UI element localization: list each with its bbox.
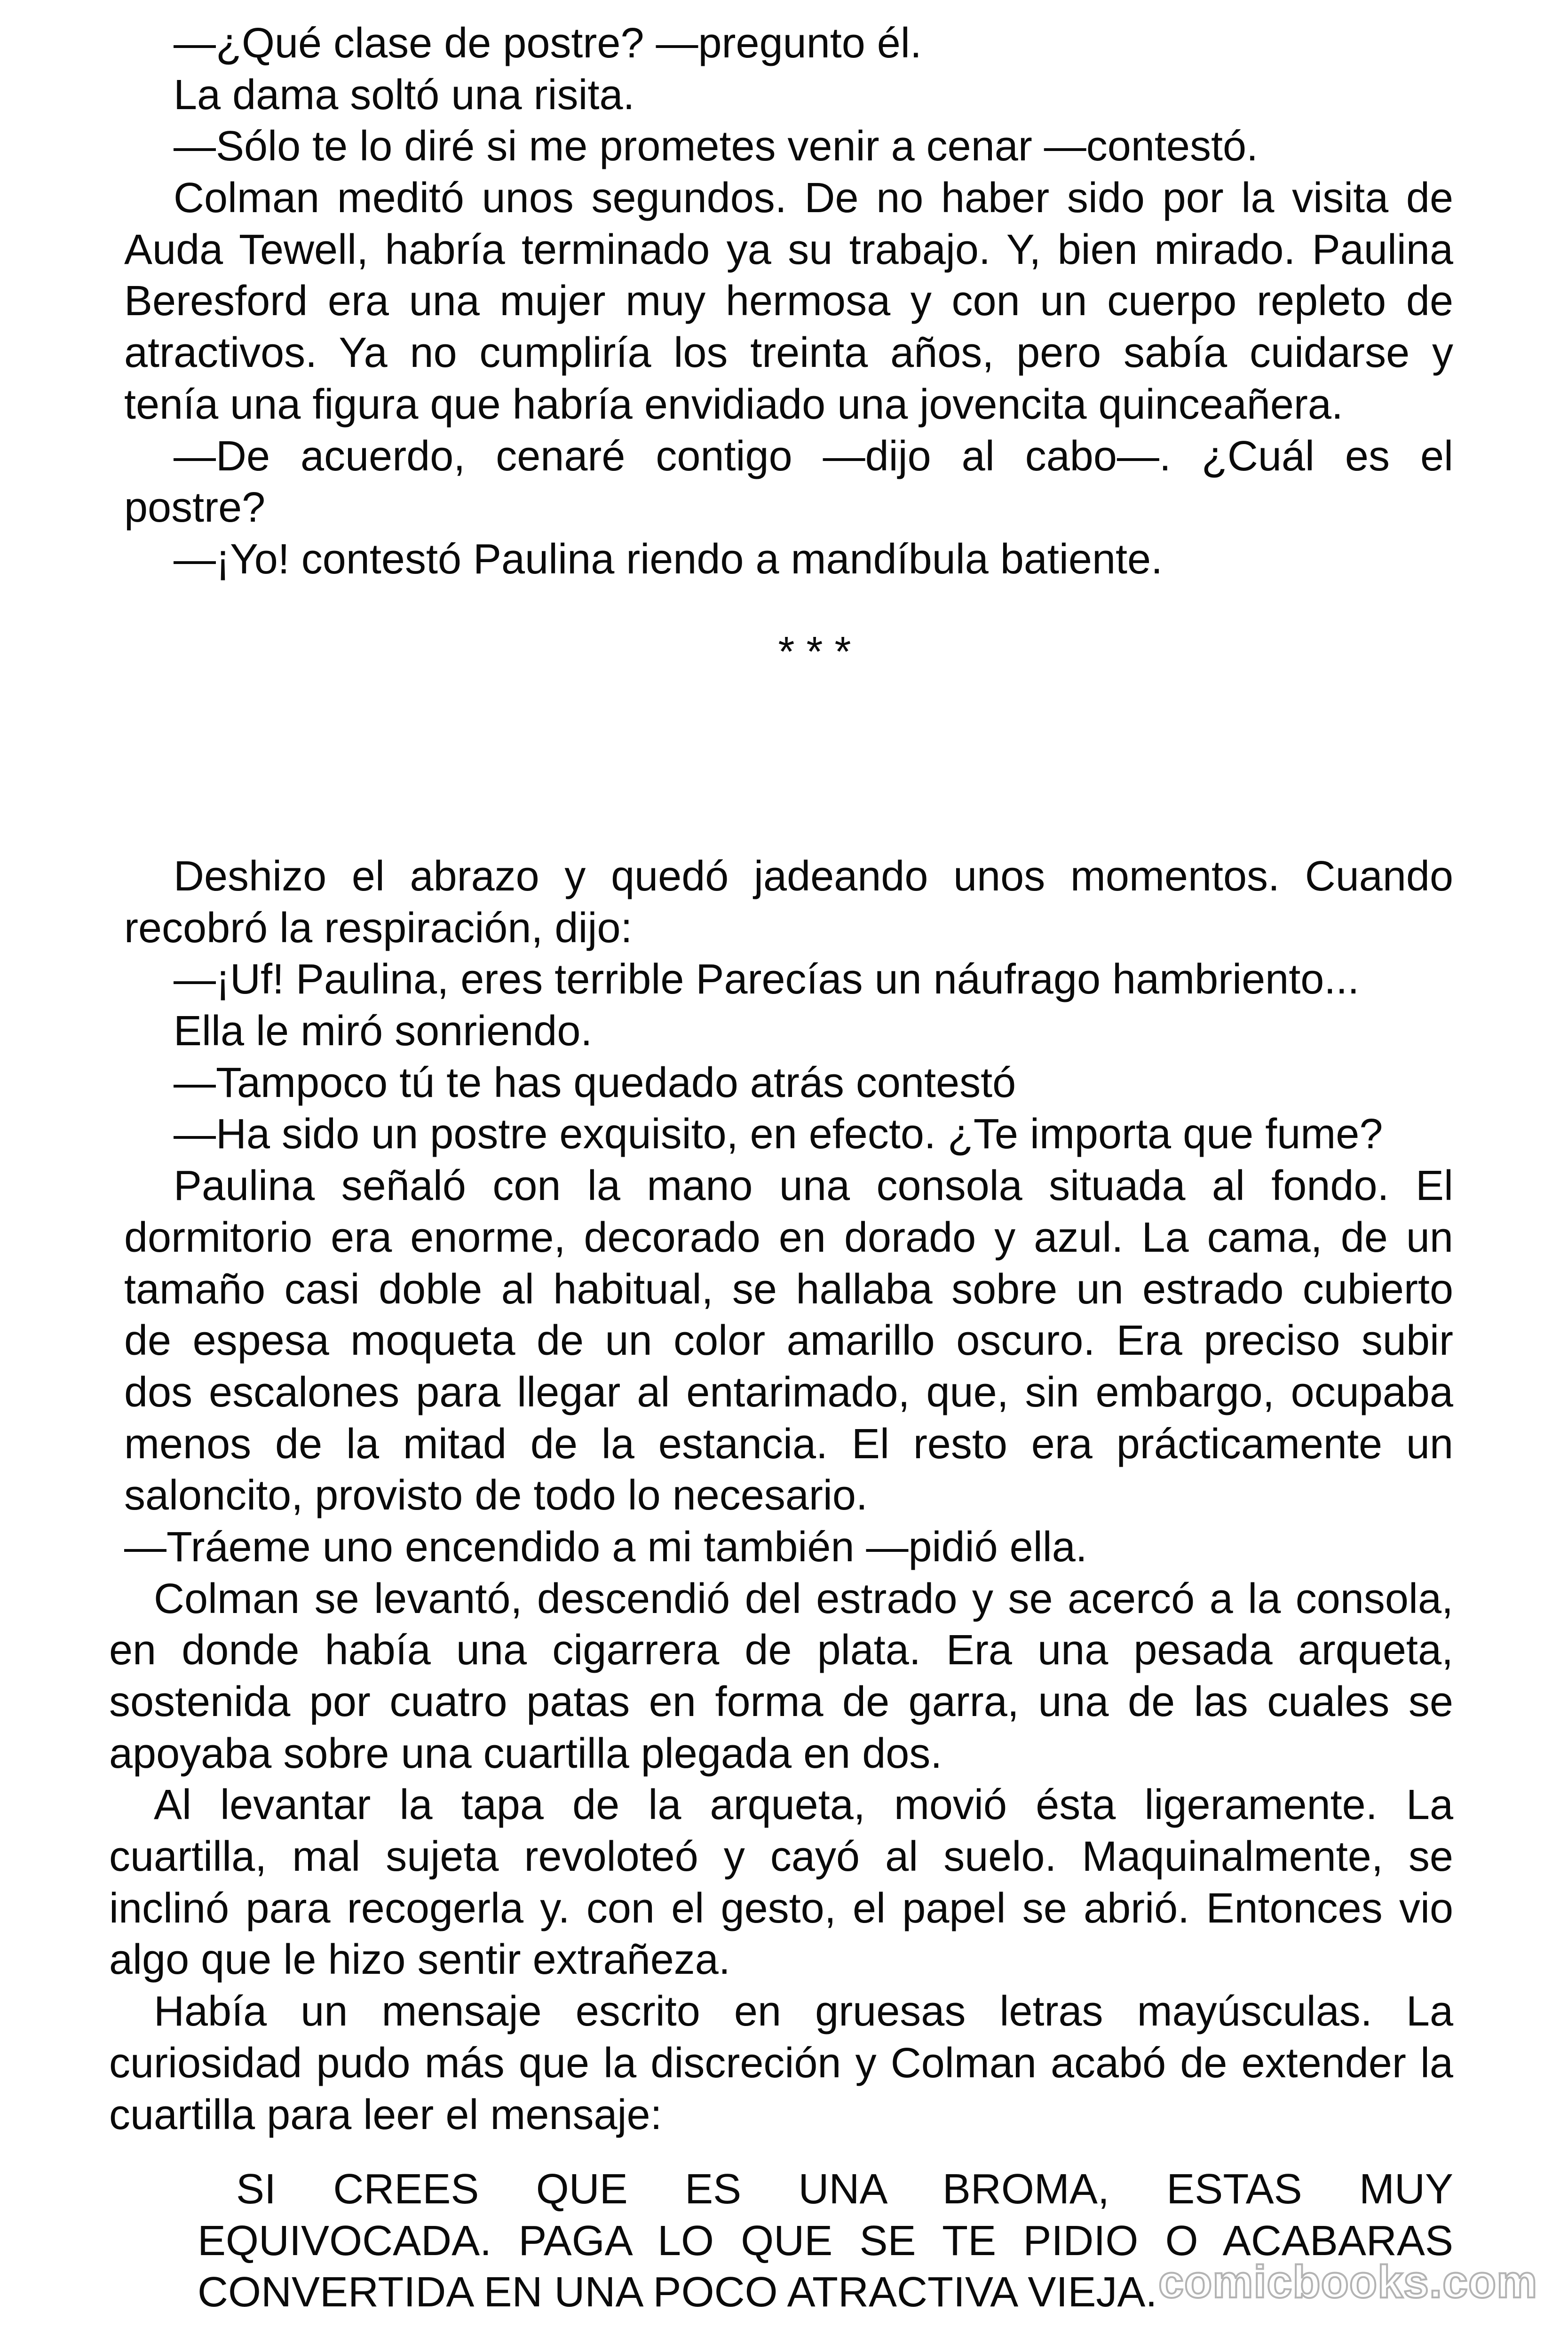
paragraph [124, 1109, 1453, 1160]
text-line: —Ha sido un postre exquisito, en efecto. ¿Te importa que fume? [174, 1111, 1383, 1158]
paragraph [124, 1160, 1453, 1522]
paragraph [124, 18, 1453, 70]
text-line: atractivos. Ya no cumpliría los treinta años, pero sabía cuidarse y [124, 329, 1453, 377]
text-line: Al levantar la tapa de la arqueta, movió ésta ligeramente. La [154, 1781, 1453, 1829]
text-line: recobró la respiración, dijo: [124, 904, 633, 952]
text-line: algo que le hizo sentir extrañeza. [109, 1936, 730, 1984]
paragraph [124, 534, 1453, 586]
paragraph [124, 851, 1453, 954]
paragraph [124, 431, 1453, 534]
text-line: cuartilla, mal sujeta revoloteó y cayó al suelo. Maquinalmente, se [109, 1833, 1453, 1881]
text-line: Deshizo el abrazo y quedó jadeando unos momentos. Cuando [174, 853, 1453, 900]
text-line: Colman se levantó, descendió del estrado y se acercó a la consola, [154, 1575, 1453, 1622]
text-line: SI CREES QUE ES UNA BROMA, ESTAS MUY [236, 2166, 1453, 2213]
text-line: —¿Qué clase de postre? —pregunto él. [174, 20, 922, 67]
text-line: menos de la mitad de la estancia. El resto era prácticamente un [124, 1420, 1453, 1468]
text-section-1 [124, 18, 1453, 586]
text-line: dos escalones para llegar al entarimado, que, sin embargo, ocupaba [124, 1368, 1453, 1416]
paragraph [109, 1780, 1453, 1986]
text-line: tenía una figura que habría envidiado una jovencita quinceañera. [124, 381, 1343, 428]
text-line: cuartilla para leer el mensaje: [109, 2091, 662, 2138]
text-line: sostenida por cuatro patas en forma de garra, una de las cuales se [109, 1678, 1453, 1725]
text-line: Ella le miró sonriendo. [174, 1008, 593, 1055]
text-line: —Sólo te lo diré si me prometes venir a cenar —contestó. [174, 123, 1259, 170]
paragraph [109, 1986, 1453, 2141]
text-section-2 [0, 851, 1568, 2141]
text-line: Había un mensaje escrito en gruesas letras mayúsculas. La [154, 1988, 1453, 2035]
paragraph [124, 954, 1453, 1006]
text-line: en donde había una cigarrera de plata. Era una pesada arqueta, [109, 1627, 1453, 1674]
watermark-logo: comicbooks.com [1158, 2256, 1538, 2307]
paragraph [124, 1522, 1453, 1573]
paragraph [124, 70, 1453, 121]
text-line: postre? [124, 484, 266, 532]
text-line: saloncito, provisto de todo lo necesario. [124, 1472, 868, 1519]
text-line: —¡Uf! Paulina, eres terrible Parecías un náufrago hambriento... [174, 956, 1360, 1003]
paragraph [109, 1573, 1453, 1780]
text-line: Paulina señaló con la mano una consola situada al fondo. El [174, 1162, 1453, 1210]
paragraph [124, 1006, 1453, 1057]
text-line: —Tampoco tú te has quedado atrás contestó [174, 1059, 1016, 1106]
text-line: La dama soltó una risita. [174, 71, 635, 119]
text-line: EQUIVOCADA. PAGA LO QUE SE TE PIDIO O ACABARAS [198, 2217, 1453, 2265]
paragraph [124, 121, 1453, 173]
text-line: dormitorio era enorme, decorado en dorado y azul. La cama, de un [124, 1214, 1453, 1261]
paragraph [124, 173, 1453, 430]
text-line: —De acuerdo, cenaré contigo —dijo al cabo—. ¿Cuál es el [174, 432, 1453, 480]
text-line: Auda Tewell, habría terminado ya su trabajo. Y, bien mirado. Paulina [124, 226, 1453, 273]
paragraph [124, 1057, 1453, 1109]
text-line: inclinó para recogerla y. con el gesto, el papel se abrió. Entonces vio [109, 1884, 1453, 1932]
text-line: CONVERTIDA EN UNA POCO ATRACTIVA VIEJA. [198, 2269, 1157, 2316]
text-line: —¡Yo! contestó Paulina riendo a mandíbula batiente. [174, 535, 1163, 583]
text-line: Colman meditó unos segundos. De no haber sido por la visita de [174, 175, 1453, 222]
text-line: —Tráeme uno encendido a mi también —pidió ella. [124, 1523, 1087, 1571]
text-line: curiosidad pudo más que la discreción y Colman acabó de extender la [109, 2039, 1453, 2087]
text-line: tamaño casi doble al habitual, se hallaba sobre un estrado cubierto [124, 1265, 1453, 1313]
text-line: de espesa moqueta de un color amarillo oscuro. Era preciso subir [124, 1317, 1453, 1365]
text-line: apoyaba sobre una cuartilla plegada en dos. [109, 1730, 942, 1777]
text-line: Beresford era una mujer muy hermosa y con un cuerpo repleto de [124, 278, 1453, 325]
scene-break: * * * [778, 628, 851, 675]
